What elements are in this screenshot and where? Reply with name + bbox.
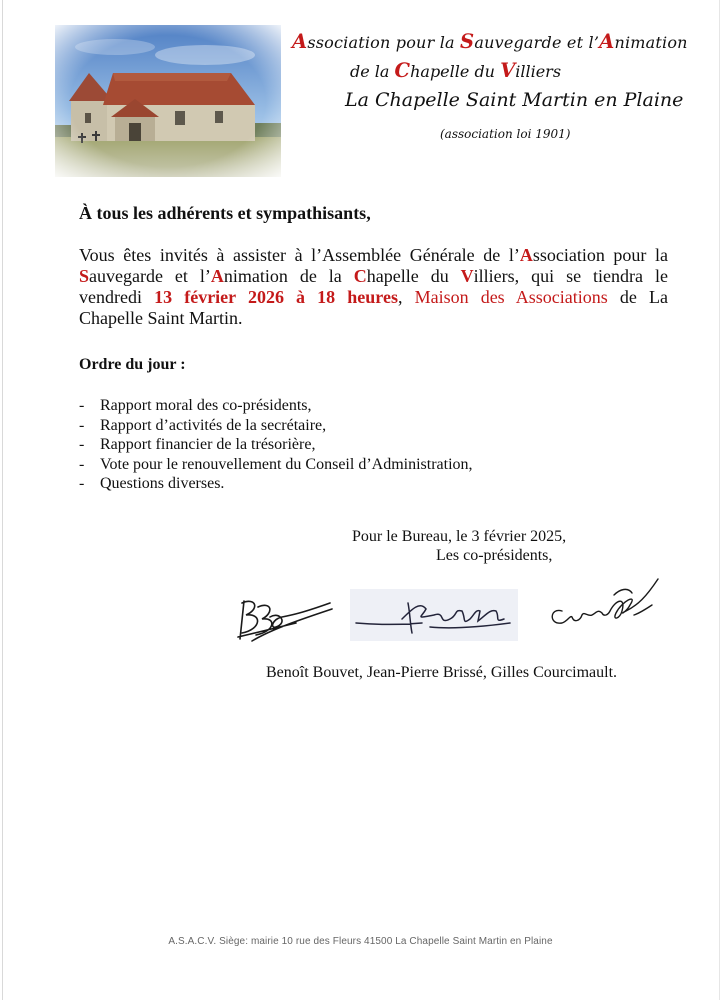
invitation-paragraph (79, 245, 668, 329)
chapel-photo (55, 25, 281, 177)
signature-bouvet (232, 593, 342, 645)
list-item: - Rapport financier de la trésorière, (79, 436, 316, 453)
association-name-line1: Association pour la Sauvegarde et l’Animation (292, 30, 688, 53)
village-name: La Chapelle Saint Martin en Plaine (345, 89, 684, 111)
signature-courcimault (542, 575, 662, 635)
invitation-line-4: Chapelle Saint Martin. (79, 308, 243, 328)
association-law-note: (association loi 1901) (440, 127, 571, 141)
meeting-date: 13 février 2026 à 18 heures (154, 287, 398, 307)
page-left-edge (2, 0, 3, 1000)
association-name-line2: de la Chapelle du Villiers (350, 59, 562, 82)
footer-address: A.S.A.C.V. Siège: mairie 10 rue des Fleurs 41500 La Chapelle Saint Martin en Plaine (168, 936, 553, 947)
page-right-edge (719, 0, 720, 1000)
signoff-title: Les co-présidents, (436, 547, 553, 564)
signatures (232, 575, 662, 645)
signatory-names: Benoît Bouvet, Jean-Pierre Brissé, Gilles Courcimault. (266, 664, 618, 681)
meeting-place: Maison des Associations (414, 287, 608, 307)
list-item: - Questions diverses. (79, 475, 225, 492)
invitation-line-3: vendredi 13 février 2026 à 18 heures, Maison des Associations de La (79, 287, 669, 307)
signoff-date: Pour le Bureau, le 3 février 2025, (352, 528, 567, 545)
list-item: - Rapport d’activités de la secrétaire, (79, 416, 327, 434)
list-item: - Rapport moral des co-présidents, (79, 397, 312, 414)
list-item: - Vote pour le renouvellement du Conseil d’Administration, (79, 455, 473, 473)
greeting: À tous les adhérents et sympathisants, (79, 203, 371, 223)
agenda-title: Ordre du jour : (79, 356, 186, 373)
invitation-line-2: Sauvegarde et l’Animation de la Chapelle du Villiers, qui se tiendra le (79, 266, 668, 286)
agenda-list (79, 396, 473, 494)
signature-brisse (350, 589, 518, 641)
invitation-line-1: Vous êtes invités à assister à l’Assemblée Générale de l’Association pour la (79, 245, 668, 265)
